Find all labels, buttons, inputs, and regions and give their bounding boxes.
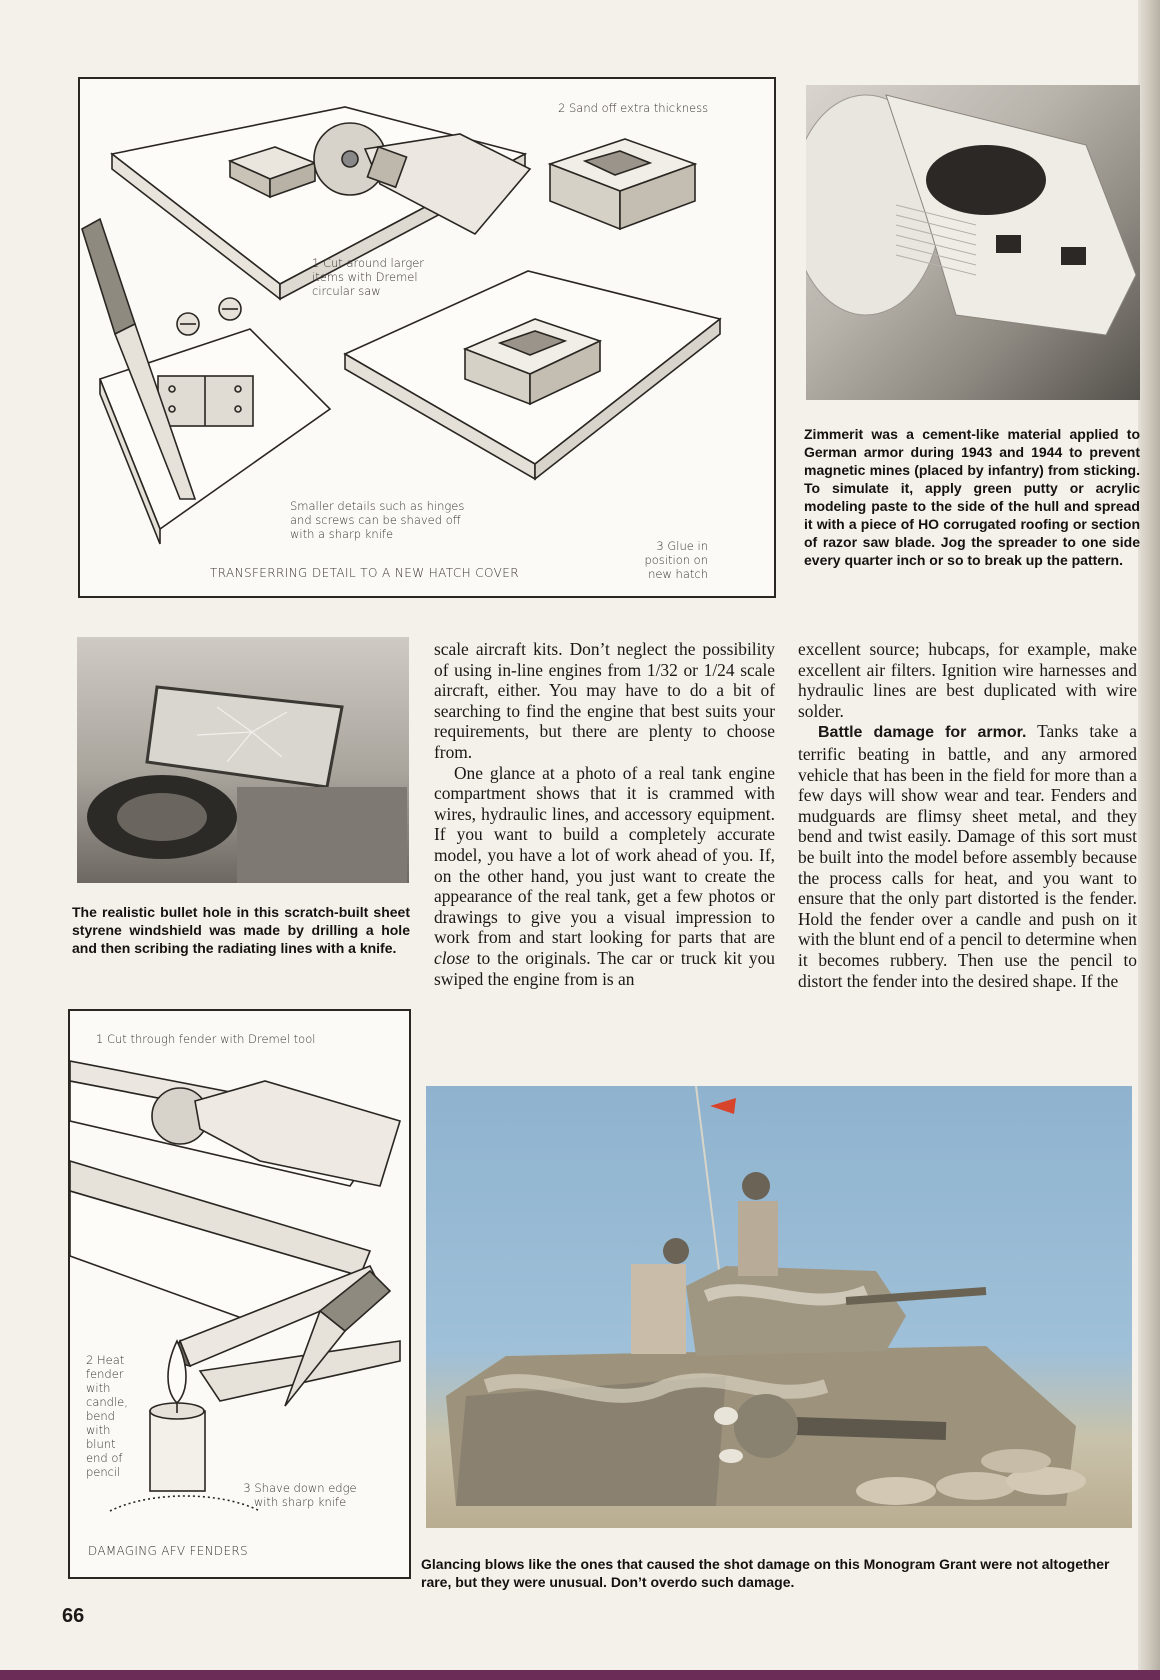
column-1-emphasis-close: close — [434, 947, 470, 968]
page-bottom-bar — [0, 1670, 1160, 1680]
windshield-photo — [77, 637, 409, 883]
windshield-caption: The realistic bullet hole in this scratch-built sheet styrene windshield was made by drilling a hole and then scribing the radiating lines with a knife. — [72, 904, 410, 956]
zimmerit-photo-art — [806, 85, 1140, 400]
windshield-photo-art — [77, 637, 409, 883]
hatch-cover-illustration — [78, 77, 776, 598]
column-2-paragraph-1: excellent source; hubcaps, for example, make excellent air filters. Ignition wire harnesses and hydraulic lines are best duplicated with wire solder. — [798, 639, 1137, 721]
battle-damage-heading: Battle damage for armor. — [818, 724, 1027, 742]
grant-tank-photo — [426, 1086, 1132, 1528]
hatch-smaller-details-label: Smaller details such as hinges and screws can be shaved off with a sharp knife — [290, 499, 465, 541]
fender-figure-title: DAMAGING AFV FENDERS — [88, 1544, 248, 1558]
body-column-2 — [798, 639, 1137, 991]
hatch-step-1-label: 1 Cut around larger items with Dremel circular saw — [312, 256, 425, 298]
column-1-paragraph-1: scale aircraft kits. Don’t neglect the possibility of using in-line engines from 1/32 or 1/24 scale aircraft, either. You may have to do a bit of searching to find the engine that best suits your requirements, but there are plenty to choose from. — [434, 639, 775, 762]
hatch-step-2-label: 2 Sand off extra thickness — [558, 101, 709, 115]
fender-illustration — [68, 1009, 411, 1579]
grant-tank-photo-art — [426, 1086, 1132, 1528]
body-column-1 — [434, 639, 775, 989]
page-number: 66 — [62, 1605, 85, 1627]
fender-step-3-label: 3 Shave down edge with sharp knife — [243, 1481, 357, 1509]
grant-caption: Glancing blows like the ones that caused the shot damage on this Monogram Grant were not altogether rare, but they were unusual. Don’t overdo such damage. — [421, 1556, 1110, 1590]
page-edge-shadow — [1138, 0, 1160, 1680]
hatch-step-3-label: 3 Glue in position on new hatch — [644, 539, 708, 581]
hatch-figure-title: TRANSFERRING DETAIL TO A NEW HATCH COVER — [210, 566, 519, 580]
zimmerit-photo — [806, 85, 1140, 400]
column-1-paragraph-2-start: One glance at a photo of a real tank engine compartment shows that it is crammed with wires, hydraulic lines, and accessory equipment. If you want to build a completely accurate model, you have a lot of work ahead of you. If, on the other hand, you just want to create the appearance of the real tank, get a few photos or drawings to give you a visual impression to work from and start looking for parts that are — [434, 762, 775, 948]
column-2-paragraph-2 — [798, 721, 1137, 991]
fender-step-1-label: 1 Cut through fender with Dremel tool — [96, 1032, 316, 1046]
column-1-paragraph-2-end: to the originals. The car or truck kit you swiped the engine from is an — [434, 947, 775, 989]
column-2-paragraph-2-text: Tanks take a terrific beating in battle, and any armored vehicle that has been in the field for more than a few days will show wear and tear. Fenders and mudguards are flimsy sheet metal, and they bend and twist easily. Damage of this sort must be built into the model before assembly because the process calls for heat, and you want to ensure that the only part distorted is the fender. Hold the fender over a candle and push on it with the blunt end of a pencil to determine when it becomes rubbery. Then use the pencil to distort the fender into the desired shape. If the — [798, 721, 1138, 991]
column-1-paragraph-2 — [434, 763, 775, 990]
zimmerit-caption: Zimmerit was a cement-like material applied to German armor during 1943 and 1944 to prevent magnetic mines (placed by infantry) from sticking. To simulate it, apply green putty or acrylic modeling paste to the side of the hull and spread it with a piece of HO corrugated roofing or section of razor saw blade. Jog the spreader to one side every quarter inch or so to break up the pattern. — [804, 426, 1140, 568]
fender-step-2-label: 2 Heat fender with candle, bend with blunt end of pencil — [86, 1353, 128, 1479]
